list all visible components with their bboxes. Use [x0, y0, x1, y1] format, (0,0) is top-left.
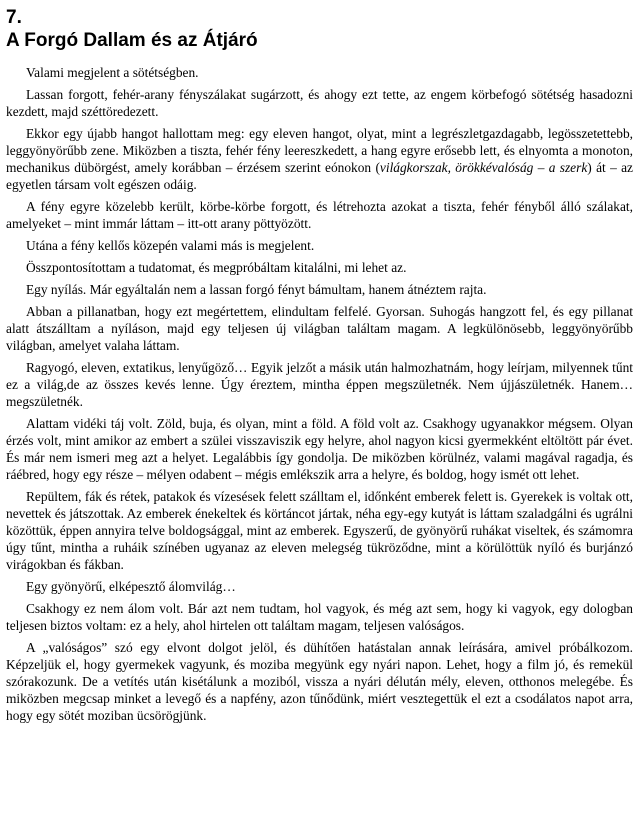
chapter-body [6, 64, 633, 724]
paragraph [6, 359, 633, 410]
text-run: A fény egyre közelebb került, körbe-körbe forgott, és létrehozta azokat a tiszta, fehér fényből álló szálakat, amelyeket – mint immár láttam – itt-ott arany pöttyözött. [6, 199, 633, 231]
paragraph [6, 639, 633, 724]
italic-text: világkorszak, örökkévalóság – a szerk [379, 160, 588, 175]
text-run: Lassan forgott, fehér-arany fényszálakat sugárzott, és ahogy ezt tette, az engem körbefogó sötétség hasadozni kezdett, majd széttöredezett. [6, 87, 633, 119]
text-run: Csakhogy ez nem álom volt. Bár azt nem tudtam, hol vagyok, és még azt sem, hogy ki vagyok, egy dologban teljesen biztos voltam: ez a hely, ahol hirtelen ott találtam magam, teljesen valóságos. [6, 601, 633, 633]
paragraph [6, 415, 633, 483]
text-run: Repültem, fák és rétek, patakok és vízesések felett szálltam el, időnként emberek felett is. Gyerekek is voltak ott, nevettek és játszottak. Az emberek énekeltek és körtáncot jártak, néha egy-egy kutyát is láttam szaladgálni és ugrálni közöttük, éppen annyira telve boldogsággal, mint az emberek. Egyszerű, de gyönyörű ruhákat viseltek, és számomra úgy tűnt, mintha a ruháik színében ugyanaz az eleven melegség tükröződne, mint a körülöttük nyíló és burjánzó virágokban és fákban. [6, 489, 633, 572]
paragraph [6, 259, 633, 276]
paragraph [6, 64, 633, 81]
text-run: Ragyogó, eleven, extatikus, lenyűgöző… Egyik jelzőt a másik után halmozhatnám, hogy leírjam, milyennek tűnt ez a világ,de az összes kevés lenne. Úgy éreztem, mintha éppen megszületnék. Nem újjászületnék. Hanem… megszületnék. [6, 360, 633, 409]
paragraph [6, 578, 633, 595]
paragraph [6, 86, 633, 120]
paragraph [6, 488, 633, 573]
paragraph [6, 281, 633, 298]
text-run: Egy gyönyörű, elképesztő álomvilág… [26, 579, 236, 594]
paragraph [6, 125, 633, 193]
text-run: Ekkor egy újabb hangot hallottam meg: egy eleven hangot, olyat, mint a legrészletgazdagabb, legösszetettebb, leggyönyörűbb zene. Miközben a tiszta, fehér fény leereszkedett, a hang egyre erősebb lett, és elnyomta a monoton, mechanikus dübörgést, amely korábban – érzésem szerint eónokon ( [6, 126, 633, 175]
text-run: Alattam vidéki táj volt. Zöld, buja, és olyan, mint a föld. A föld volt az. Csakhogy ugyanakkor mégsem. Olyan érzés volt, mint amikor az embert a szülei visszaviszik egy helyre, ahol nagyon kicsi gyermekként eltöltött pár évet. És már nem ismeri meg azt a helyet. Legalábbis így gondolja. De miközben körülnéz, valami magával ragadja, és ráébred, hogy egy része – mélyen odabent – mégis emlékszik arra a helyre, és boldog, hogy ismét ott lehet. [6, 416, 633, 482]
text-run: Egy nyílás. Már egyáltalán nem a lassan forgó fényt bámultam, hanem átnéztem rajta. [26, 282, 487, 297]
text-run: ) át – az egyetlen társam volt egészen odáig. [6, 160, 633, 192]
text-run: Összpontosítottam a tudatomat, és megpróbáltam kitalálni, mi lehet az. [26, 260, 407, 275]
paragraph [6, 303, 633, 354]
text-run: Abban a pillanatban, hogy ezt megértettem, elindultam felfelé. Gyorsan. Suhogás hangzott fel, és egy pillanat alatt átszálltam a nyíláson, majd egy teljesen új világban találtam magam. A legkülönösebb, leggyönyörűbb világban, amelyet valaha láttam. [6, 304, 633, 353]
chapter-number: 7. [6, 7, 22, 28]
paragraph [6, 237, 633, 254]
book-page [6, 6, 633, 729]
paragraph [6, 198, 633, 232]
text-run: Utána a fény kellős közepén valami más is megjelent. [26, 238, 315, 253]
paragraph [6, 600, 633, 634]
text-run: Valami megjelent a sötétségben. [26, 65, 199, 80]
text-run: A „valóságos” szó egy elvont dolgot jelöl, és dühítően hatástalan annak leírására, amivel próbálkozom. Képzeljük el, hogy gyermekek vagyunk, és moziba megyünk egy nyári napon. Lehet, hogy a film jó, és remekül szórakozunk. De a vetítés után kisétálunk a moziból, vissza a nyári délután mély, eleven, otthonos melegébe. És miközben megcsap minket a levegő és a napfény, azon tűnődünk, miért vesztegettük el ezt a csodálatos napot arra, hogy egy sötét moziban ücsörögjünk. [6, 640, 633, 723]
chapter-title: A Forgó Dallam és az Átjáró [6, 30, 258, 51]
